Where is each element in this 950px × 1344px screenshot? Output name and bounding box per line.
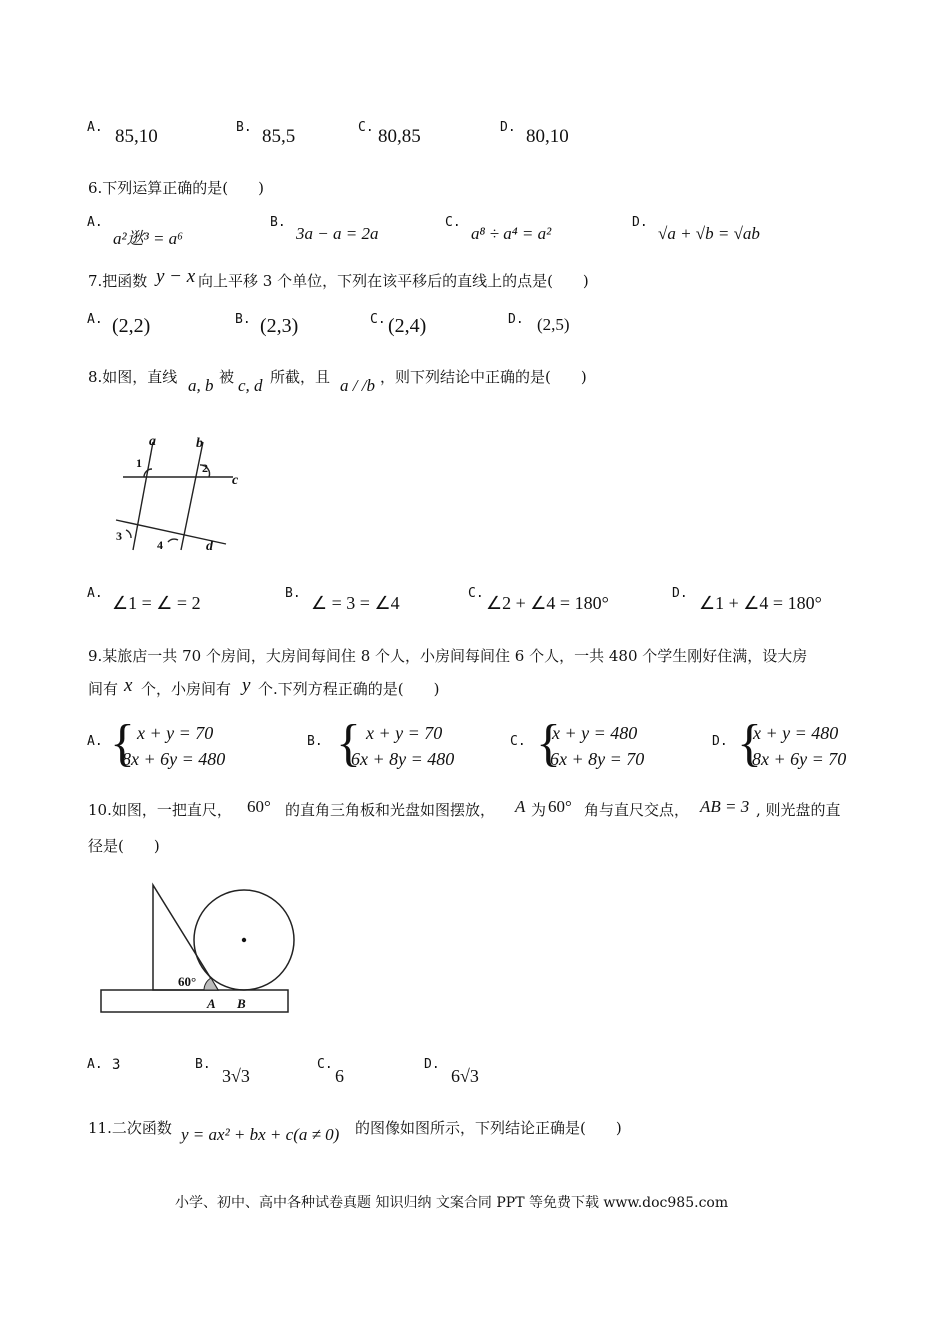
option-label: D. — [672, 586, 688, 601]
point-b-label: B — [237, 996, 246, 1011]
brace: { — [336, 715, 361, 772]
option-label: B. — [270, 215, 286, 230]
option-label: C. — [317, 1057, 333, 1072]
option-label: C. — [370, 312, 386, 327]
option-text: 80,85 — [378, 126, 421, 147]
question-stem: 10.如图，一把直尺， — [88, 801, 232, 819]
option-label: A. — [87, 215, 103, 230]
inline-math: y − x — [156, 266, 196, 287]
option-text: ∠2 + ∠4 = 180° — [486, 593, 609, 613]
option-text: (2,3) — [260, 315, 299, 337]
question-stem: ，则下列结论中正确的是( ) — [380, 368, 587, 386]
brace: { — [110, 715, 135, 772]
parallel-lines-figure — [108, 432, 258, 562]
angle-3-label: 3 — [116, 529, 122, 543]
option-text: a⁸ ÷ a⁴ = a² — [471, 224, 552, 243]
question-stem: 11.二次函数 — [88, 1119, 172, 1137]
option-label: A. — [87, 734, 103, 749]
inline-math: a, b — [188, 376, 214, 395]
option-label: A. — [87, 1057, 103, 1072]
question-stem: 为 — [531, 801, 547, 819]
inline-math: 60° — [247, 797, 271, 816]
question-stem: 角与直尺交点， — [584, 801, 690, 819]
question-stem: 9.某旅店一共 70 个房间，大房间每间住 8 个人，小房间每间住 6 个人，一共 480 个学生刚好住满，设大房 — [88, 647, 808, 665]
question-stem: , 则光盘的直 — [756, 801, 841, 819]
ruler-triangle-disc-figure — [98, 882, 298, 1017]
question-stem: 的图像如图所示，下列结论正确是( ) — [355, 1119, 622, 1137]
equation-2: 8x + 6y = 480 — [122, 749, 226, 769]
disc-center — [242, 938, 246, 942]
page-footer: 小学、初中、高中各种试卷真题 知识归纳 文案合同 PPT 等免费下载 www.doc985.com — [175, 1195, 729, 1211]
question-stem: 被 — [219, 368, 235, 386]
option-text: 85,5 — [262, 126, 296, 147]
option-text: 80,10 — [526, 126, 569, 147]
inline-math: AB = 3 — [700, 797, 750, 816]
question-stem: 8.如图，直线 — [88, 368, 178, 386]
option-text: 3 — [112, 1057, 121, 1073]
option-label: B. — [236, 120, 252, 135]
option-label: D. — [712, 734, 728, 749]
option-text: a²逖³ = a⁶ — [113, 229, 184, 248]
label-a: a — [149, 434, 156, 449]
option-text: 3√3 — [222, 1066, 250, 1086]
question-stem: 向上平移 3 个单位，下列在该平移后的直线上的点是( ) — [198, 272, 589, 290]
equation-1: x + y = 480 — [552, 723, 638, 743]
angle-1-label: 1 — [136, 456, 142, 470]
question-stem: 个，小房间有 — [141, 680, 232, 698]
brace: { — [737, 715, 762, 772]
option-text: 85,10 — [115, 126, 158, 147]
option-text: 3a − a = 2a — [296, 224, 379, 243]
equation-1: x + y = 480 — [753, 723, 839, 743]
inline-math: c, d — [238, 376, 263, 395]
option-label: C. — [358, 120, 374, 135]
inline-math: y = ax² + bx + c(a ≠ 0) — [181, 1125, 340, 1144]
question-stem: 径是( ) — [88, 837, 160, 855]
option-label: C. — [510, 734, 526, 749]
option-text: (2,2) — [112, 315, 151, 337]
option-label: B. — [285, 586, 301, 601]
option-label: A. — [87, 120, 103, 135]
label-b: b — [196, 436, 203, 451]
label-d: d — [206, 539, 213, 554]
option-text: ∠ = 3 = ∠4 — [311, 593, 400, 613]
inline-math: A — [515, 797, 526, 816]
option-label: A. — [87, 312, 103, 327]
equation-1: x + y = 70 — [137, 723, 214, 743]
equation-2: 6x + 8y = 70 — [550, 749, 645, 769]
ruler — [101, 990, 288, 1012]
option-text: ∠1 + ∠4 = 180° — [699, 593, 822, 613]
question-stem: 间有 — [88, 680, 119, 698]
question-stem: 7.把函数 — [88, 272, 148, 290]
question-stem: 所截，且 — [270, 368, 331, 386]
equation-2: 8x + 6y = 70 — [752, 749, 847, 769]
option-label: D. — [424, 1057, 440, 1072]
option-text: (2,5) — [537, 315, 570, 334]
angle-4-label: 4 — [157, 538, 163, 552]
equation-1: x + y = 70 — [366, 723, 443, 743]
inline-math: a / /b — [340, 376, 375, 395]
option-text: 6 — [335, 1066, 344, 1086]
variable-y: y — [242, 675, 251, 696]
question-stem: 的直角三角板和光盘如图摆放， — [285, 801, 496, 819]
question-stem: 个.下列方程正确的是( ) — [258, 680, 440, 698]
option-label: B. — [195, 1057, 211, 1072]
option-label: B. — [235, 312, 251, 327]
angle-2-label: 2 — [202, 461, 208, 475]
equation-2: 6x + 8y = 480 — [351, 749, 455, 769]
angle-label: 60° — [178, 974, 197, 989]
option-label: A. — [87, 586, 103, 601]
option-label: C. — [468, 586, 484, 601]
option-text: ∠1 = ∠ = 2 — [112, 593, 201, 613]
option-label: B. — [307, 734, 323, 749]
option-label: C. — [445, 215, 461, 230]
option-text: (2,4) — [388, 315, 427, 337]
option-label: D. — [632, 215, 648, 230]
option-text: √a + √b = √ab — [658, 224, 760, 243]
option-label: D. — [500, 120, 516, 135]
option-label: D. — [508, 312, 524, 327]
inline-math: 60° — [548, 797, 572, 816]
question-stem: 6.下列运算正确的是( ) — [88, 179, 265, 197]
point-a-label: A — [207, 996, 216, 1011]
label-c: c — [232, 473, 239, 488]
variable-x: x — [124, 675, 133, 696]
brace: { — [536, 715, 561, 772]
option-text: 6√3 — [451, 1066, 479, 1086]
